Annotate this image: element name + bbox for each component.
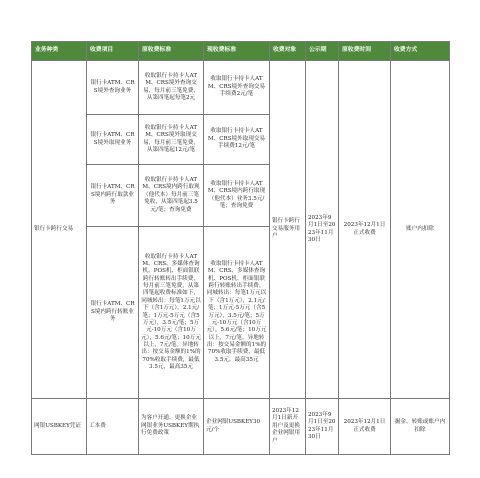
table-row [32, 399, 450, 455]
new-standard-cell: 收取银行卡持卡人ATM、CRS境外查询交易手续费2元/笔 [204, 61, 270, 115]
new-standard-cell: 收取银行卡持卡人ATM、CRS境内跨行取现（他代本）业务3.5元/笔；查询免费 [204, 165, 270, 227]
new-standard-cell: 收取银行卡持卡人ATM、CRS、多媒体查询机、POS机、柜面银联跨行转账转出手续费。同城转出：每笔1万元以下（含1万元），2.1元/笔；1万元-5万元（含5万元），3.5元/笔；5万元-10万元（含10万元），5.6元/笔；10万元以上，7元/笔。异地转出：按交易金额的1%的70%收取手续费，最低3.5元，最高35元 [204, 227, 270, 399]
time-cell: 2023年12月1日正式收费 [339, 399, 391, 455]
item-cell: 银行卡ATM、CRS境内跨行转账业务 [87, 227, 139, 399]
header-new-standard: 现收费标准 [204, 42, 270, 61]
header-object: 收费对象 [270, 42, 306, 61]
old-standard-cell: 收取银行卡持卡人ATM、CRS境内跨行取现（他代本）每月前三笔免收，从第四笔起3.5元/笔；查询免费 [139, 165, 204, 227]
object-cell: 2023年12月1日新开用户及更换企业网银用户 [270, 399, 306, 455]
new-standard-cell: 企业网银USBKEY30元/个 [204, 399, 270, 455]
time-cell: 2023年12月1日正式收费 [339, 61, 391, 399]
method-cell: 账户内扣除 [391, 61, 450, 399]
item-cell: 工本费 [87, 399, 139, 455]
old-standard-cell: 收取银行卡持卡人ATM、CRS、多媒体查询机、POS机、柜面银联跨行转账转出手续费，每月前三笔免费，从第四笔起收费标准如下，同城转出：每笔1万元以下（含1万元），2.1元/笔；1万元-5万元（含5万元），3.5元/笔；5万元-10万元（含10万元），5.6元/笔；10万元以上，7元/笔。异地转出：按交易金额的1%的70%收取手续费，最低3.5元，最高35元 [139, 227, 204, 399]
fee-table [31, 41, 450, 455]
old-standard-cell: 收取银行卡持卡人ATM、CRS境外取现交易，每月前三笔免费，从第四笔起12元/笔 [139, 115, 204, 165]
header-time: 原收费时间 [339, 42, 391, 61]
new-standard-cell: 收取银行卡持卡人ATM、CRS境外取现交易手续费12元/笔 [204, 115, 270, 165]
period-cell: 2023年9月1日至2023年11月30日 [306, 61, 339, 399]
old-standard-cell: 收取银行卡持卡人ATM、CRS境外查询交易，每月前三笔免费，从第四笔起每笔2元 [139, 61, 204, 115]
header-period: 公示期 [306, 42, 339, 61]
category-cell: 银行卡跨行交易 [32, 61, 87, 399]
category-cell: 网银USBKEY凭证 [32, 399, 87, 455]
item-cell: 银行卡ATM、CRS境外查询业务 [87, 61, 139, 115]
header-old-standard: 原收费标准 [139, 42, 204, 61]
method-cell: 掘金、转账或账户内扣除 [391, 399, 450, 455]
table-row [32, 61, 450, 115]
header-row [32, 42, 450, 61]
header-item: 收费项目 [87, 42, 139, 61]
header-category: 业务种类 [32, 42, 87, 61]
old-standard-cell: 为客户开通、更换企业网银业务USBKEY期执行免费政策 [139, 399, 204, 455]
item-cell: 银行卡ATM、CRS境内跨行取款业务 [87, 165, 139, 227]
object-cell: 银行卡跨行交易服务用户 [270, 61, 306, 399]
period-cell: 2023年9月1日至2023年11月30日 [306, 399, 339, 455]
header-method: 收费方式 [391, 42, 450, 61]
item-cell: 银行卡ATM、CRS境外取现业务 [87, 115, 139, 165]
